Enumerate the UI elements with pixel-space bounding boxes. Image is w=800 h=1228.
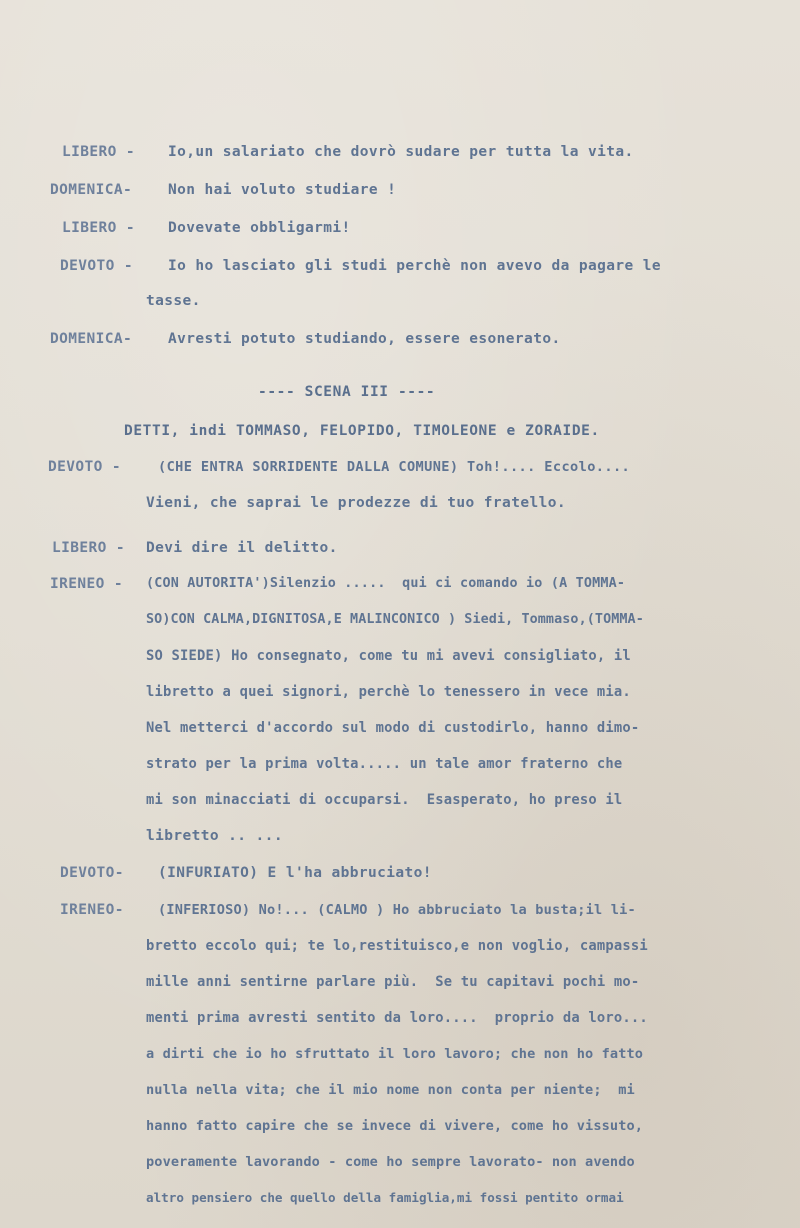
dialogue-continuation: libretto a quei signori, perchè lo tenessero in vece mia.: [146, 684, 631, 700]
dialogue-continuation: poveramente lavorando - come ho sempre lavorato- non avendo: [146, 1154, 635, 1170]
dialogue-text: (CON AUTORITA')Silenzio ..... qui ci comando io (A TOMMA-: [146, 576, 626, 591]
speaker-label: IRENEO-: [60, 902, 124, 918]
dialogue-continuation: altro pensiero che quello della famiglia,mi fossi pentito ormai: [146, 1190, 624, 1205]
dialogue-continuation: SO SIEDE) Ho consegnato, come tu mi avevi consigliato, il: [146, 648, 631, 664]
speaker-label: DOMENICA-: [50, 331, 133, 347]
dialogue-continuation: Vieni, che saprai le prodezze di tuo fratello.: [146, 495, 566, 511]
dialogue-text: Devi dire il delitto.: [146, 540, 338, 556]
speaker-label: LIBERO -: [62, 220, 136, 236]
scene-characters: DETTI, indi TOMMASO, FELOPIDO, TIMOLEONE e ZORAIDE.: [124, 423, 600, 439]
scene-heading: ---- SCENA III ----: [258, 384, 436, 400]
dialogue-continuation: hanno fatto capire che se invece di vivere, come ho vissuto,: [146, 1118, 644, 1134]
dialogue-text: Non hai voluto studiare !: [168, 182, 397, 198]
dialogue-continuation: bretto eccolo qui; te lo,restituisco,e non voglio, campassi: [146, 938, 648, 954]
dialogue-text: Io,un salariato che dovrò sudare per tutta la vita.: [168, 144, 634, 160]
speaker-label: DEVOTO-: [60, 865, 124, 881]
speaker-label: LIBERO -: [52, 540, 126, 556]
dialogue-continuation: mi son minacciati di occuparsi. Esasperato, ho preso il: [146, 792, 623, 808]
dialogue-continuation: Nel metterci d'accordo sul modo di custodirlo, hanno dimo-: [146, 720, 640, 736]
speaker-label: DEVOTO -: [60, 258, 134, 274]
dialogue-continuation: a dirti che io ho sfruttato il loro lavoro; che non ho fatto: [146, 1046, 644, 1062]
speaker-label: LIBERO -: [62, 144, 136, 160]
dialogue-continuation: tasse.: [146, 293, 201, 309]
dialogue-continuation: menti prima avresti sentito da loro.... proprio da loro...: [146, 1010, 648, 1026]
speaker-label: IRENEO -: [50, 576, 124, 592]
dialogue-text: Dovevate obbligarmi!: [168, 220, 351, 236]
dialogue-text: (INFERIOSO) No!... (CALMO ) Ho abbruciato la busta;il li-: [158, 902, 636, 918]
dialogue-continuation: libretto .. ...: [146, 828, 283, 844]
dialogue-text: (INFURIATO) E l'ha abbruciato!: [158, 865, 432, 881]
dialogue-text: (CHE ENTRA SORRIDENTE DALLA COMUNE) Toh!.... Eccolo....: [158, 459, 631, 475]
speaker-label: DOMENICA-: [50, 182, 133, 198]
speaker-label: DEVOTO -: [48, 459, 122, 475]
dialogue-continuation: strato per la prima volta..... un tale amor fraterno che: [146, 756, 623, 772]
dialogue-continuation: SO)CON CALMA,DIGNITOSA,E MALINCONICO ) Siedi, Tommaso,(TOMMA-: [146, 612, 644, 627]
dialogue-continuation: nulla nella vita; che il mio nome non conta per niente; mi: [146, 1082, 635, 1098]
dialogue-continuation: mille anni sentirne parlare più. Se tu capitavi pochi mo-: [146, 974, 640, 990]
dialogue-text: Io ho lasciato gli studi perchè non avevo da pagare le: [168, 258, 662, 274]
dialogue-text: Avresti potuto studiando, essere esonerato.: [168, 331, 561, 347]
